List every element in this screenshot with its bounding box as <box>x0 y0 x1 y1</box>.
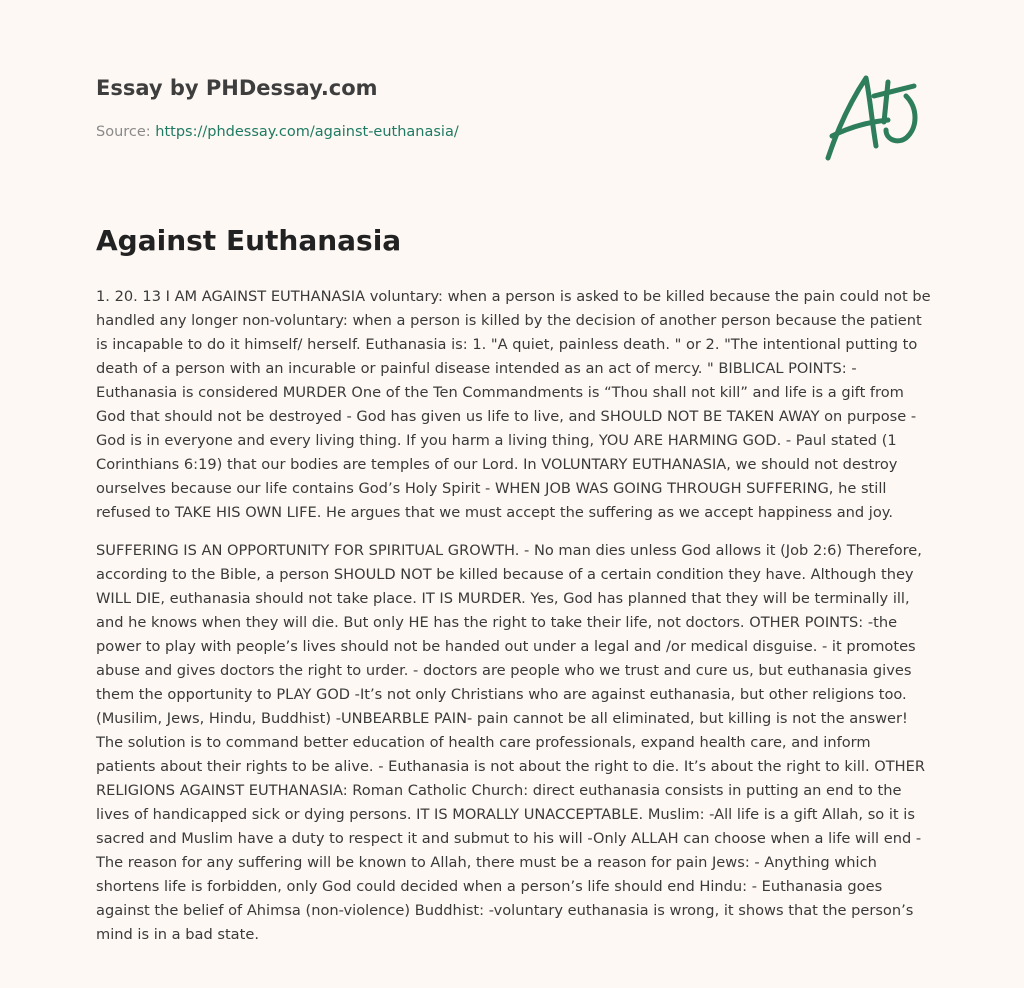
source-link[interactable]: https://phdessay.com/against-euthanasia/ <box>155 124 459 140</box>
essay-content <box>96 285 932 961</box>
brand-title: Essay by PHDessay.com <box>96 76 378 100</box>
source-label: Source: <box>96 124 151 140</box>
essay-paragraph: 1. 20. 13 I AM AGAINST EUTHANASIA voluntary: when a person is asked to be killed because the pain could not be handled any longer non-voluntary: when a person is killed by the decision of another person because the patient is incapable to do it himself/ herself. Euthanasia is: 1. "A quiet, painless death. " or 2. "The intentional putting to death of a person with an incurable or painful disease intended as an act of mercy. " BIBLICAL POINTS: -Euthanasia is considered MURDER One of the Ten Commandments is “Thou shall not kill” and life is a gift from God that should not be destroyed - God has given us life to live, and SHOULD NOT BE TAKEN AWAY on purpose - God is in everyone and every living thing. If you harm a living thing, YOU ARE HARMING GOD. - Paul stated (1 Corinthians 6:19) that our bodies are temples of our Lord. In VOLUNTARY EUTHANASIA, we should not destroy ourselves because our life contains God’s Holy Spirit - WHEN JOB WAS GOING THROUGH SUFFERING, he still refused to TAKE HIS OWN LIFE. He argues that we must accept the suffering as we accept happiness and joy. <box>96 288 931 521</box>
essay-paragraph: SUFFERING IS AN OPPORTUNITY FOR SPIRITUAL GROWTH. - No man dies unless God allows it (Job 2:6) Therefore, according to the Bible, a person SHOULD NOT be killed because of a certain condition they have. Although they WILL DIE, euthanasia should not take place. IT IS MURDER. Yes, God has planned that they will be terminally ill, and he knows when they will die. But only HE has the right to take their life, not doctors. OTHER POINTS: -the power to play with people’s lives should not be handed out under a legal and /or medical disguise. - it promotes abuse and gives doctors the right to urder. - doctors are people who we trust and cure us, but euthanasia gives them the opportunity to PLAY GOD -It’s not only Christians who are against euthanasia, but other religions too. (Musilim, Jews, Hindu, Buddhist) -UNBEARBLE PAIN- pain cannot be all eliminated, but killing is not the answer! The solution is to command better education of health care professionals, expand health care, and inform patients about their rights to be alive. - Euthanasia is not about the right to die. It’s about the right to kill. OTHER RELIGIONS AGAINST EUTHANASIA: Roman Catholic Church: direct euthanasia consists in putting an end to the lives of handicapped sick or dying persons. IT IS MORALLY UNACCEPTABLE. Muslim: -All life is a gift Allah, so it is sacred and Muslim have a duty to respect it and submut to his will -Only ALLAH can choose when a life will end -The reason for any suffering will be known to Allah, there must be a reason for pain Jews: - Anything which shortens life is forbidden, only God could decided when a person’s life should end Hindu: - Euthanasia goes against the belief of Ahimsa (non-violence) Buddhist: -voluntary euthanasia is wrong, it shows that the person’s mind is in a bad state. <box>96 542 925 943</box>
source-line <box>96 124 459 140</box>
a-plus-icon <box>816 66 932 166</box>
page-title: Against Euthanasia <box>96 224 402 257</box>
